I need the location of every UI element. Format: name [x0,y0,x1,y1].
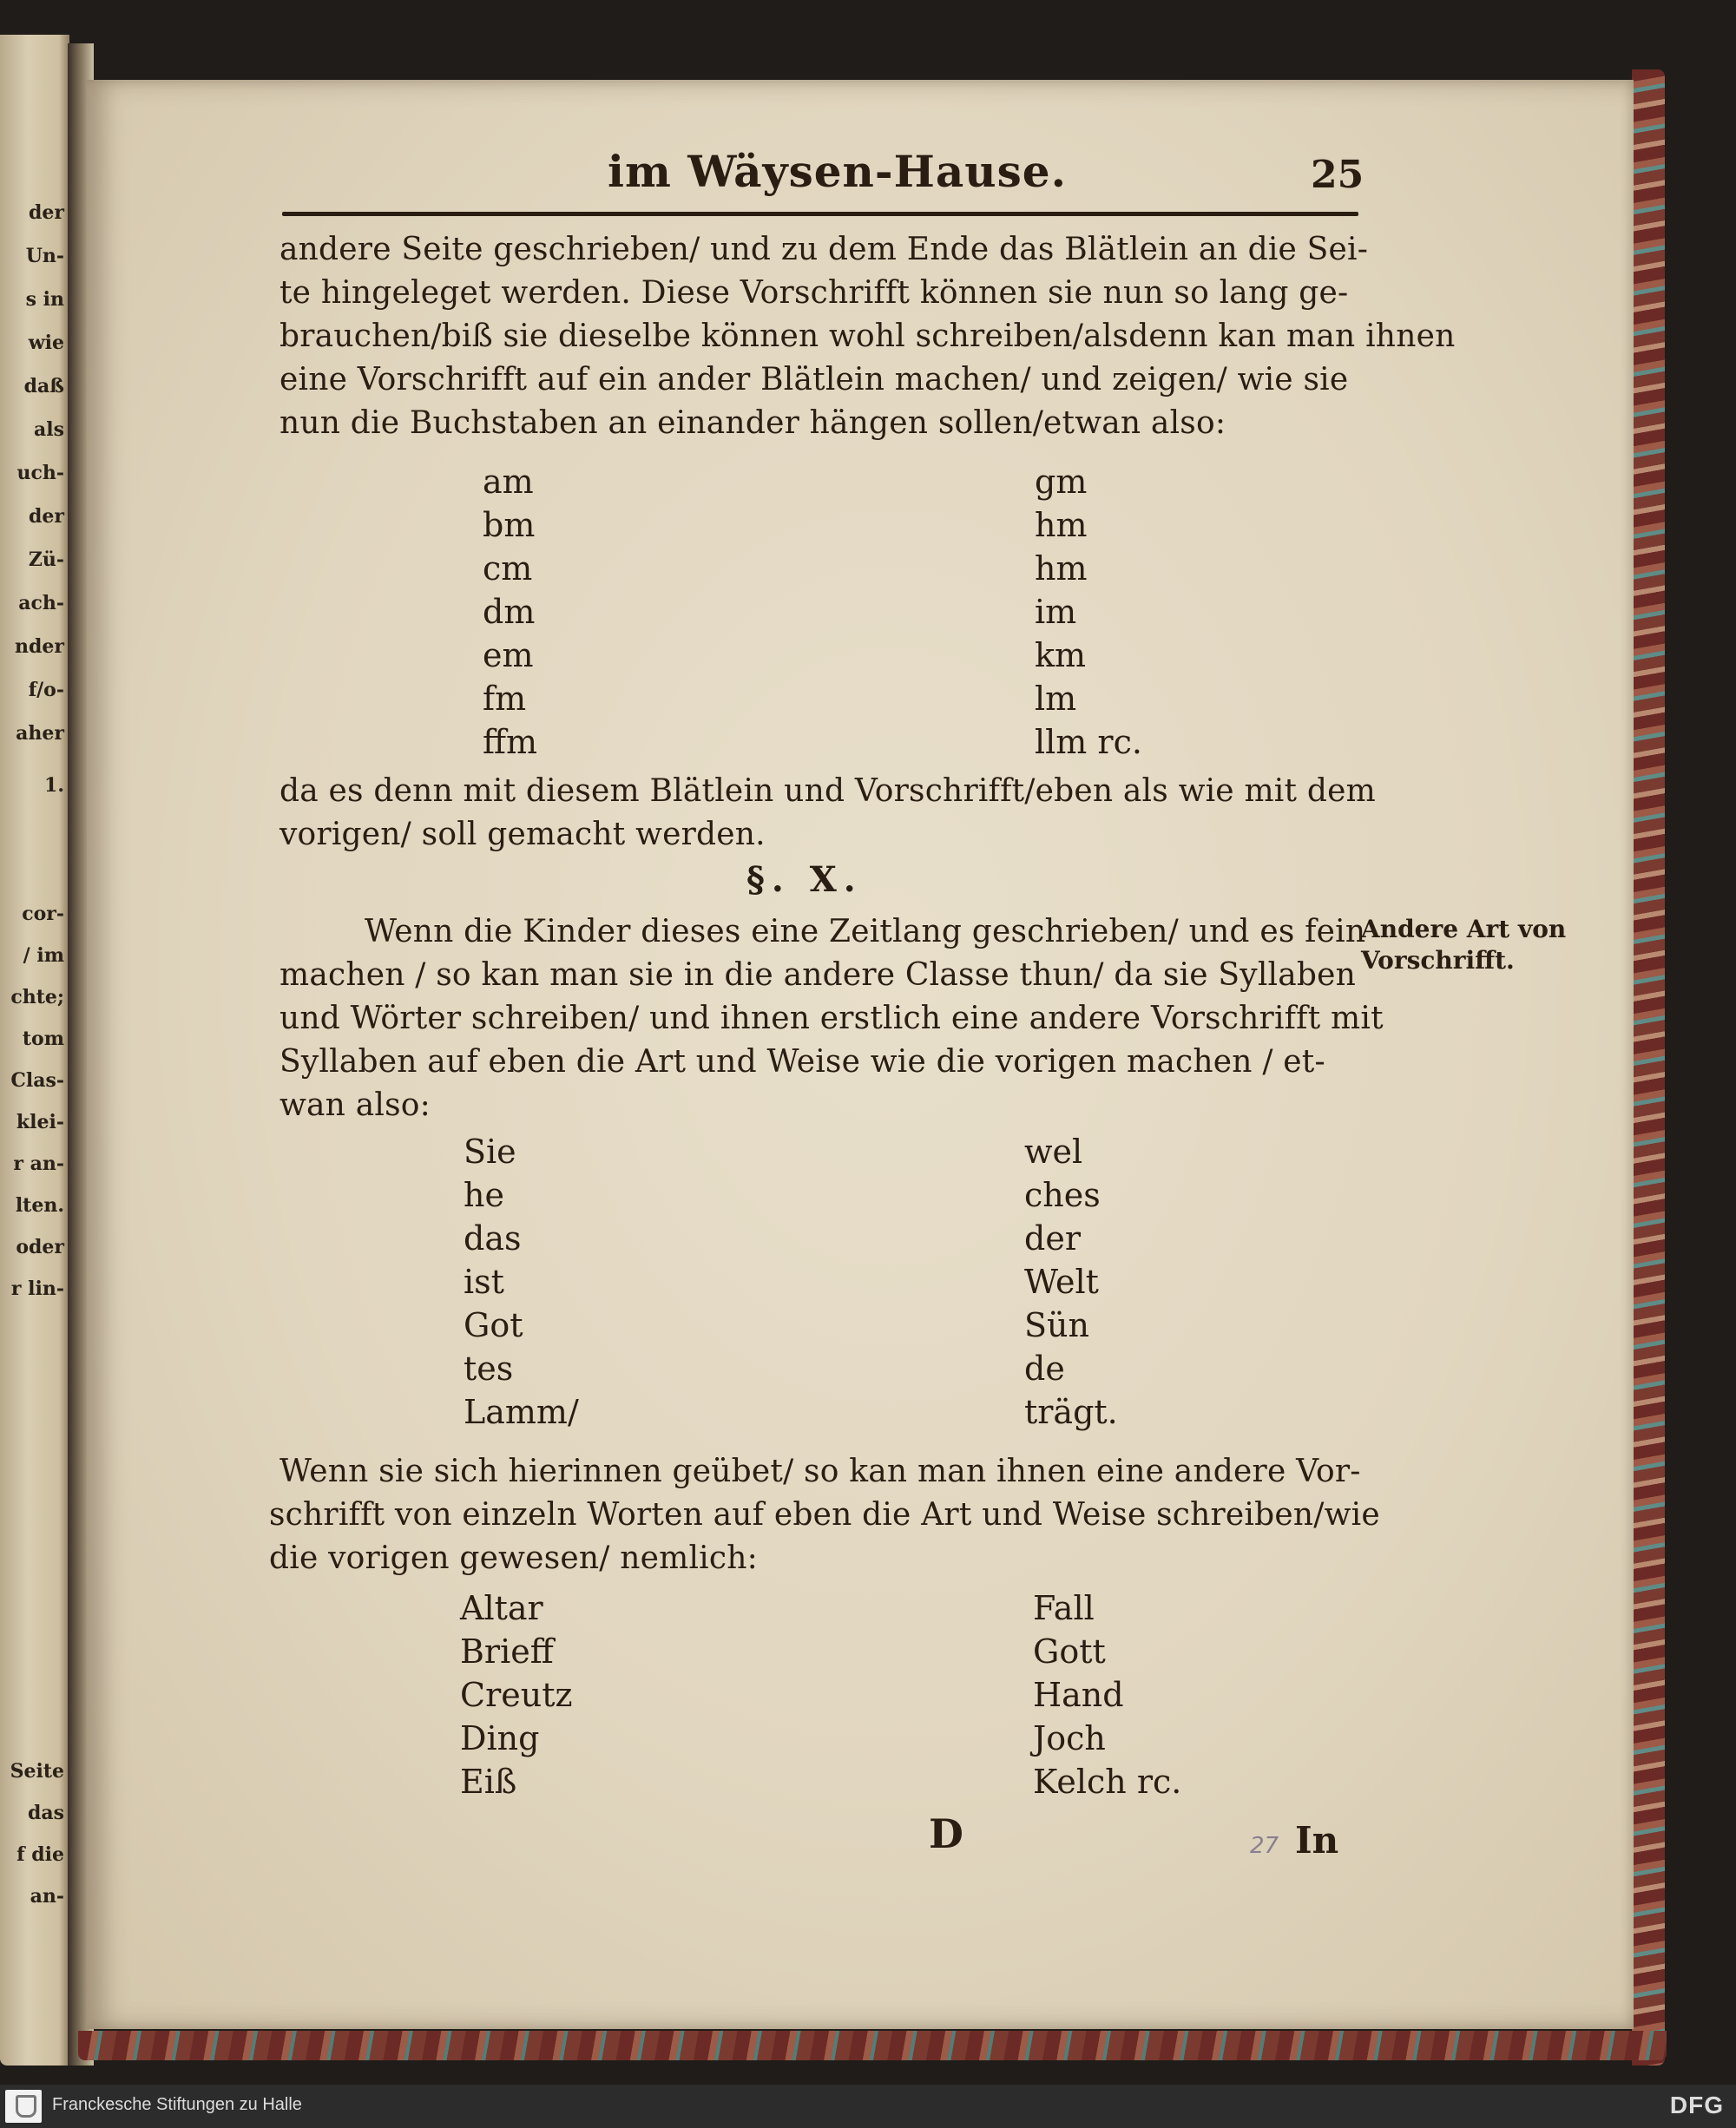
list-item: km [1035,636,1087,674]
left-fragment: der [29,201,64,224]
left-fragment: Un- [25,245,64,267]
list-item: fm [483,680,527,718]
list-item: bm [483,506,536,544]
left-fragment: r an- [13,1153,64,1175]
list-item: Eiß [460,1763,517,1801]
list-item: de [1024,1350,1065,1388]
list-item: tes [464,1350,514,1388]
left-fragment: der [29,505,64,528]
left-fragment: chte; [10,986,64,1008]
list-item: Fall [1033,1589,1095,1627]
list-item: Creutz [460,1676,573,1714]
catchword: In [1295,1819,1339,1862]
left-fragment: lten. [15,1194,64,1217]
list-item: Joch [1033,1719,1106,1757]
list-item: trägt. [1024,1393,1118,1431]
list-item: gm [1035,463,1088,501]
list-item: cm [483,549,533,588]
list-item: llm rc. [1035,723,1142,761]
left-fragment: 1. [44,774,64,797]
list-item: ches [1024,1176,1101,1214]
text-line: machen / so kan man sie in die andere Classe thun/ da sie Syllaben [279,957,1357,993]
list-item: am [483,463,534,501]
list-item: Kelch rc. [1033,1763,1182,1801]
left-fragment: cor- [22,903,64,925]
left-fragment: Clas- [10,1069,64,1092]
left-fragment: Seite [10,1760,64,1783]
left-fragment: uch- [16,462,64,484]
left-fragment: aher [16,722,64,745]
list-item: Got [464,1306,523,1344]
text-line: wan also: [279,1087,431,1123]
list-item: em [483,636,534,674]
list-item: ffm [483,723,538,761]
text-line: Syllaben auf eben die Art und Weise wie die vorigen machen / et- [279,1044,1325,1080]
margin-note: Andere Art von [1361,915,1567,943]
left-fragment: nder [15,635,64,658]
text-line: eine Vorschrifft auf ein ander Blätlein machen/ und zeigen/ wie sie [279,362,1349,397]
marbled-board-bottom [78,2031,1667,2060]
list-item: he [464,1176,504,1214]
list-item: lm [1035,680,1077,718]
text-line: schrifft von einzeln Worten auf eben die Art und Weise schreiben/wie [269,1497,1380,1533]
left-fragment: als [34,418,64,441]
list-item: hm [1035,506,1088,544]
left-fragment: ach- [18,592,64,614]
list-item: im [1035,593,1077,631]
text-line: andere Seite geschrieben/ und zu dem Ende das Blätlein an die Sei- [279,232,1369,267]
left-fragment: f/o- [28,679,64,701]
list-item: Altar [460,1589,543,1627]
list-item: Lamm/ [464,1393,579,1431]
list-item: Sie [464,1133,516,1171]
left-fragment: tom [22,1028,64,1050]
marbled-board-edge [1632,69,1665,2066]
left-fragment: an- [30,1885,64,1908]
left-fragment: das [27,1802,64,1824]
previous-page-edge [0,35,69,2066]
text-line: vorigen/ soll gemacht werden. [279,817,766,852]
text-line: te hingeleget werden. Diese Vorschrifft können sie nun so lang ge- [279,275,1349,311]
text-line: nun die Buchstaben an einander hängen sollen/etwan also: [279,405,1226,441]
list-item: Ding [460,1719,540,1757]
left-fragment: f die [16,1843,64,1866]
section-heading: §. X. [746,859,863,900]
text-line: und Wörter schreiben/ und ihnen erstlich eine andere Vorschrifft mit [279,1001,1384,1036]
institution-logo-icon [5,2090,42,2123]
list-item: hm [1035,549,1088,588]
pencil-folio-number: 27 [1250,1833,1279,1859]
list-item: Welt [1024,1263,1099,1301]
list-item: dm [483,593,536,631]
page-number: 25 [1311,153,1364,197]
list-item: der [1024,1219,1081,1258]
left-fragment: s in [25,288,64,311]
list-item: Gott [1033,1632,1106,1671]
left-fragment: daß [23,375,64,397]
left-fragment: Zü- [28,548,64,571]
left-fragment: r lin- [10,1277,64,1300]
viewer-footer [0,2085,1736,2128]
institution-name: Franckesche Stiftungen zu Halle [52,2095,302,2114]
margin-note: Vorschrifft. [1361,946,1515,975]
left-fragment: wie [28,332,64,354]
list-item: Hand [1033,1676,1124,1714]
left-fragment: oder [16,1236,64,1258]
left-fragment: / im [23,944,64,967]
dfg-logo: DFG [1669,2092,1724,2118]
text-line: Wenn sie sich hierinnen geübet/ so kan man ihnen eine andere Vor- [279,1454,1361,1489]
list-item: wel [1024,1133,1083,1171]
text-line: brauchen/biß sie dieselbe können wohl schreiben/alsdenn kan man ihnen [279,319,1456,354]
list-item: Brieff [460,1632,554,1671]
list-item: Sün [1024,1306,1089,1344]
text-line: Wenn die Kinder dieses eine Zeitlang geschrieben/ und es fein [365,914,1366,949]
list-item: ist [464,1263,504,1301]
text-line: da es denn mit diesem Blätlein und Vorschrifft/eben als wie mit dem [279,773,1376,809]
signature-mark: D [929,1810,963,1857]
list-item: das [464,1219,522,1258]
head-rule [282,212,1358,216]
left-fragment: klei- [16,1111,64,1133]
text-line: die vorigen gewesen/ nemlich: [269,1540,758,1576]
running-head: im Wäysen-Hause. [608,146,1067,197]
